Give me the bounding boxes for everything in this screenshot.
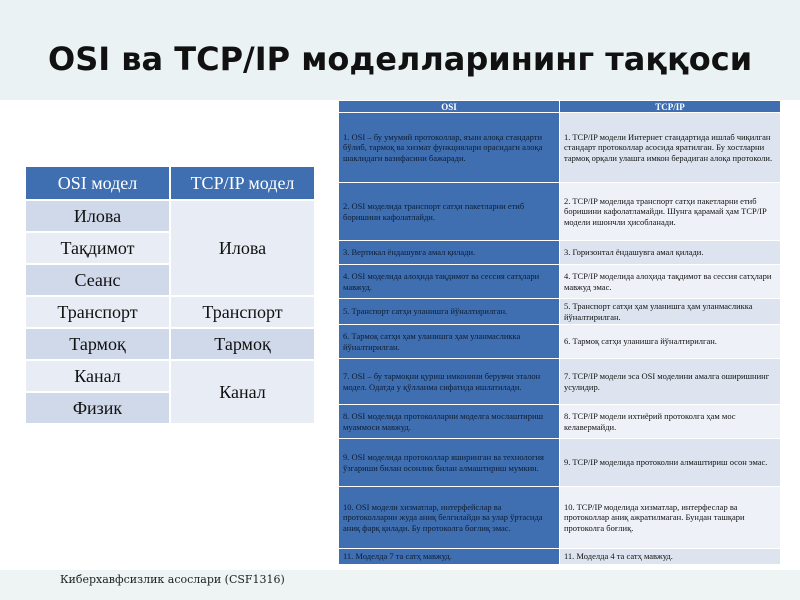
osi-cell: 10. OSI модели хизматлар, интерфейслар ва протоколларни жуда аниқ белгилайди ва улар ўртасида аниқ фарқ қилади. Бу протоколга боғлиқ эмас. [339, 487, 560, 549]
osi-cell: 6. Тармоқ сатҳи ҳам уланишга ҳам уланмасликка йўналтирилган. [339, 325, 560, 359]
osi-cell: 7. OSI – бу тармоқни қуриш имконини берувчи эталон модел. Одатда у қўлланма сифатида ишлатилади. [339, 359, 560, 405]
tcp-cell: 2. TCP/IP моделида транспорт сатҳи пакетларни етиб боришини кафолатламайди. Шунга қарамай ҳам TCP/IP модели ишончли ҳисобланади. [560, 183, 781, 241]
comparison-row [339, 439, 781, 487]
osi-layer-datalink: Канал [25, 360, 170, 392]
osi-cell: 9. OSI моделида протоколлар яширинган ва технология ўзгариши билан осонлик билан алмаштириш мумкин. [339, 439, 560, 487]
tcp-cell: 7. TCP/IP модели эса OSI моделини амалга оширишнинг усулидир. [560, 359, 781, 405]
comparison-table [338, 100, 781, 565]
tcp-layer-network: Тармоқ [170, 328, 315, 360]
comparison-row [339, 265, 781, 299]
osi-cell: 1. OSI – бу умумий протоколлар, яъни алоқа стандарти бўлиб, тармоқ ва хизмат функциялари орасидаги алоқа шаклидаги вазифасини бажаради. [339, 113, 560, 183]
osi-layer-presentation: Тақдимот [25, 232, 170, 264]
comparison-row [339, 549, 781, 565]
tcp-layer-application: Илова [170, 200, 315, 296]
comparison-row [339, 241, 781, 265]
comparison-tcp-header: TCP/IP [560, 101, 781, 113]
comparison-row [339, 183, 781, 241]
osi-layer-application: Илова [25, 200, 170, 232]
comparison-row [339, 113, 781, 183]
tcp-layer-transport: Транспорт [170, 296, 315, 328]
tcp-layer-link: Канал [170, 360, 315, 424]
comparison-row [339, 325, 781, 359]
layer-mapping-table [24, 165, 316, 425]
osi-cell: 5. Транспорт сатҳи уланишга йўналтирилган. [339, 299, 560, 325]
osi-cell: 11. Моделда 7 та сатҳ мавжуд. [339, 549, 560, 565]
tcp-cell: 10. TCP/IP моделида хизматлар, интерфеслар ва протоколлар аниқ ажратилмаган. Бундан ташқари протоколга боғлиқ. [560, 487, 781, 549]
tcp-cell: 9. TCP/IP моделида протоколни алмаштириш осон эмас. [560, 439, 781, 487]
tcp-cell: 5. Транспорт сатҳи ҳам уланишга ҳам уланмасликка йўналтирилган. [560, 299, 781, 325]
osi-layer-network: Тармоқ [25, 328, 170, 360]
comparison-row [339, 405, 781, 439]
tcp-cell: 8. TCP/IP модели ихтиёрий протоколга ҳам мос келавермайди. [560, 405, 781, 439]
footer-text: Киберхавфсизлик асослари (CSF1316) [60, 573, 285, 586]
comparison-row [339, 359, 781, 405]
tcp-cell: 4. TCP/IP моделида алоҳида тақдимот ва сессия сатҳлари мавжуд эмас. [560, 265, 781, 299]
osi-layer-physical: Физик [25, 392, 170, 424]
osi-header: OSI модел [25, 166, 170, 200]
osi-cell: 4. OSI моделида алоҳида тақдимот ва сессия сатҳлари мавжуд. [339, 265, 560, 299]
osi-cell: 8. OSI моделида протоколларни моделга мослаштириш муаммоси мавжуд. [339, 405, 560, 439]
comparison-row [339, 487, 781, 549]
osi-layer-session: Сеанс [25, 264, 170, 296]
comparison-osi-header: OSI [339, 101, 560, 113]
tcp-cell: 3. Горизонтал ёндашувга амал қилади. [560, 241, 781, 265]
tcp-header: TCP/IP модел [170, 166, 315, 200]
comparison-row [339, 299, 781, 325]
osi-layer-transport: Транспорт [25, 296, 170, 328]
slide-title: OSI ва TCP/IP моделларининг таққоси [48, 40, 753, 78]
osi-cell: 2. OSI моделида транспорт сатҳи пакетларни етиб боришини кафолатлайди. [339, 183, 560, 241]
tcp-cell: 1. TCP/IP модели Интернет стандартида ишлаб чиқилган стандарт протоколлар асосида яратилган. Бу хостларни тармоқ орқали улашга имкон берадиган алоқа протоколи. [560, 113, 781, 183]
osi-cell: 3. Вертикал ёндашувга амал қилади. [339, 241, 560, 265]
tcp-cell: 11. Моделда 4 та сатҳ мавжуд. [560, 549, 781, 565]
tcp-cell: 6. Тармоқ сатҳи уланишга йўналтирилган. [560, 325, 781, 359]
